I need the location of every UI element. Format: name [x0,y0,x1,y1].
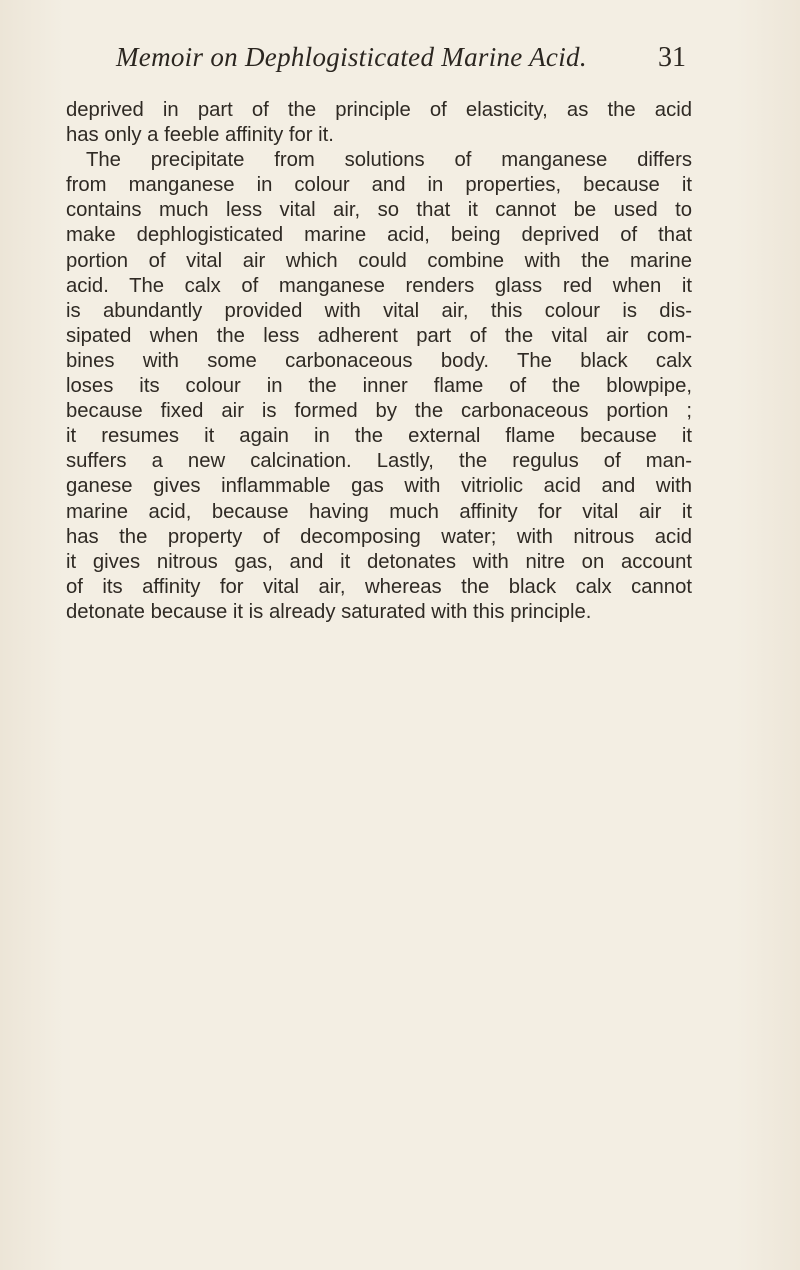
text-line: has the property of decomposing water; with nitrous acid [66,525,692,548]
text-line: bines with some carbonaceous body. The black calx [66,349,692,372]
text-line: The precipitate from solutions of manganese differs [86,149,692,172]
text-line: suffers a new calcination. Lastly, the regulus of man- [66,450,692,473]
text-line: portion of vital air which could combine with the marine [66,249,692,272]
text-line: contains much less vital air, so that it cannot be used to [66,199,692,222]
page-header [116,42,686,86]
text-line: marine acid, because having much affinity for vital air it [66,500,692,523]
text-line: ganese gives inflammable gas with vitriolic acid and with [66,475,692,498]
text-line: acid. The calx of manganese renders glass red when it [66,274,692,297]
page-number: 31 [658,42,686,73]
text-line: is abundantly provided with vital air, this colour is dis- [66,299,692,322]
text-line: has only a feeble affinity for it. [66,124,334,147]
text-line: of its affinity for vital air, whereas the black calx cannot [66,575,692,598]
text-line: sipated when the less adherent part of the vital air com- [66,324,692,347]
paragraph [66,148,692,625]
text-line: make dephlogisticated marine acid, being deprived of that [66,224,692,247]
text-line: deprived in part of the principle of elasticity, as the acid [66,99,692,121]
running-title: Memoir on Dephlogisticated Marine Acid. [116,42,587,72]
paragraph [66,98,692,148]
text-line: detonate because it is already saturated with this principle. [66,600,592,623]
body-text [66,98,692,625]
text-line: it resumes it again in the external flame because it [66,425,692,448]
text-line: loses its colour in the inner flame of the blowpipe, [66,375,692,398]
text-line: it gives nitrous gas, and it detonates with nitre on account [66,550,692,573]
text-line: because fixed air is formed by the carbonaceous portion ; [66,400,692,423]
text-line: from manganese in colour and in properties, because it [66,174,692,197]
